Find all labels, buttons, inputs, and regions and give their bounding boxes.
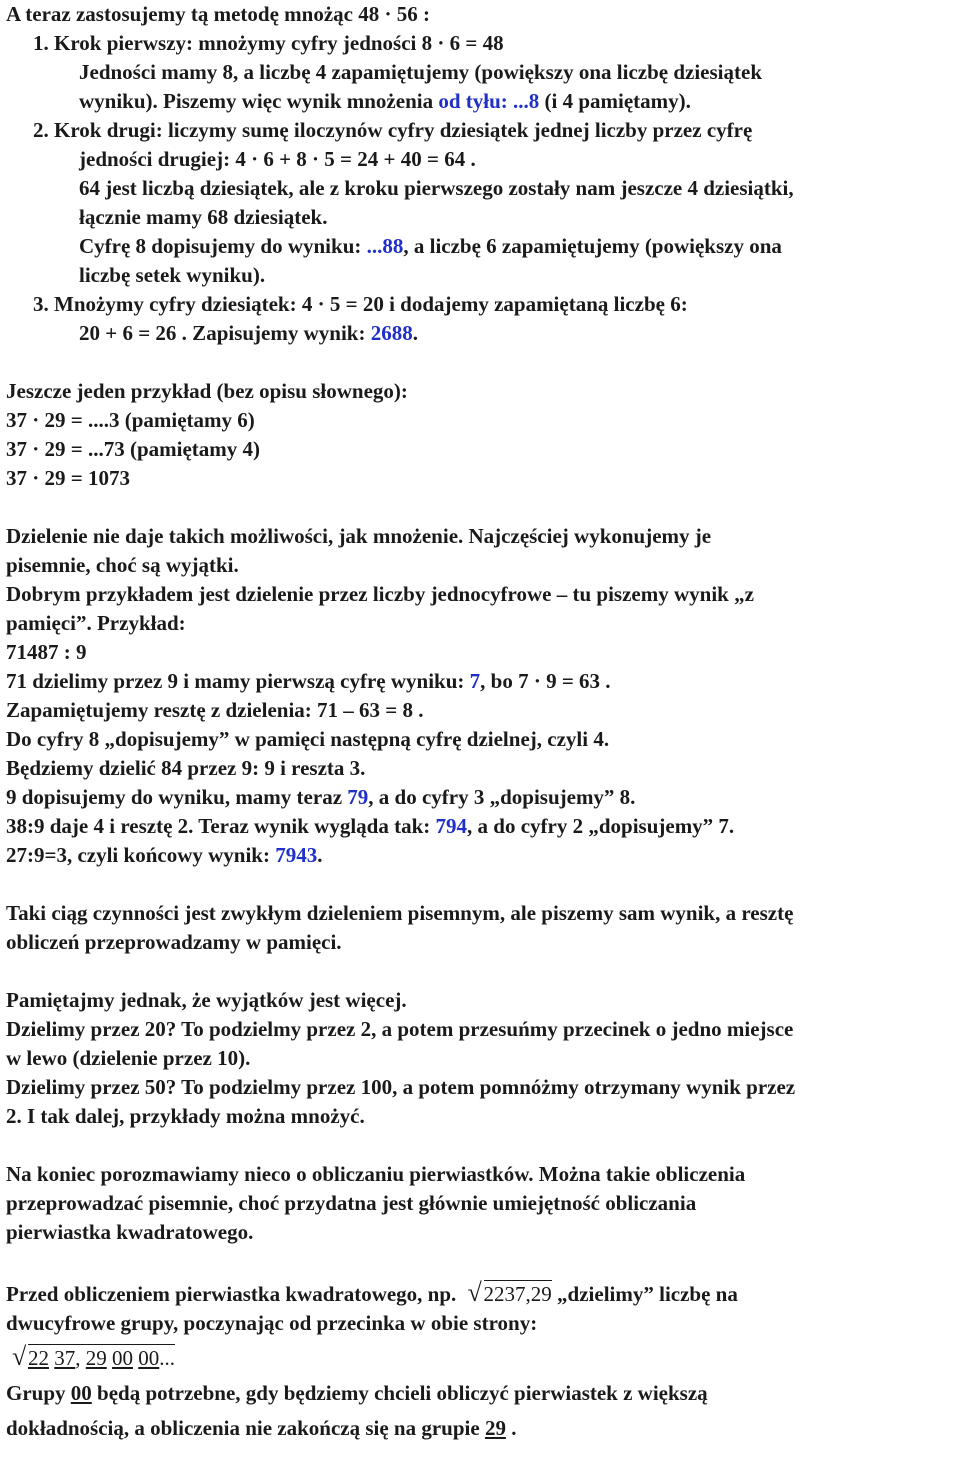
text-span: . — [412, 321, 418, 345]
text-span: Przed obliczeniem pierwiastka kwadratowego, np. — [6, 1282, 457, 1306]
example-line-3: 37 · 29 = 1073 — [6, 466, 130, 490]
exceptions-text-a: Pamiętajmy jednak, że wyjątków jest więcej. — [6, 988, 407, 1012]
text-span: Cyfrę 8 dopisujemy do wyniku: — [79, 234, 367, 258]
ellipsis: ... — [159, 1346, 175, 1370]
text-span: Grupy — [6, 1381, 71, 1405]
example-line-1: 37 · 29 = ....3 (pamiętamy 6) — [6, 408, 255, 432]
division-text-c: Dobrym przykładem jest dzielenie przez liczby jednocyfrowe – tu piszemy wynik „z — [6, 582, 754, 606]
highlight-span: 7 — [469, 669, 481, 693]
document-page — [6, 0, 956, 1443]
division-text-i: Będziemy dzielić 84 przez 9: 9 i reszta 3. — [6, 756, 366, 780]
division-text-d: pamięci”. Przykład: — [6, 611, 186, 635]
step-2-text-e — [6, 232, 956, 261]
division-text-g: Zapamiętujemy resztę z dzielenia: 71 – 63 = 8 . — [6, 698, 424, 722]
comma: , — [75, 1346, 81, 1370]
exceptions-text-b: Dzielimy przez 20? To podzielmy przez 2, a potem przesuńmy przecinek o jedno miejsce — [6, 1017, 794, 1041]
text-span: 38:9 daje 4 i resztę 2. Teraz wynik wygląda tak: — [6, 814, 436, 838]
radicand-groups — [28, 1344, 175, 1370]
step-3-text-b — [6, 319, 956, 348]
intro-line: A teraz zastosujemy tą metodę mnożąc 48 · 56 : — [6, 2, 430, 26]
text-span: , bo 7 · 9 = 63 . — [480, 669, 611, 693]
text-span: (i 4 pamiętamy). — [539, 89, 691, 113]
underlined-group: 00 — [70, 1381, 92, 1405]
exceptions-text-e: 2. I tak dalej, przykłady można mnożyć. — [6, 1104, 365, 1128]
exceptions-text-d: Dzielimy przez 50? To podzielmy przez 100, a potem pomnóżmy otrzymany wynik przez — [6, 1075, 796, 1099]
summary-text-a: Taki ciąg czynności jest zwykłym dzieleniem pisemnym, ale piszemy sam wynik, a resztę — [6, 901, 794, 925]
text-span: 71 dzielimy przez 9 i mamy pierwszą cyfrę wyniku: — [6, 669, 470, 693]
square-root-groups — [12, 1344, 175, 1373]
groups-text-a — [6, 1373, 956, 1408]
group-5: 00 — [138, 1346, 160, 1370]
division-text-f — [6, 667, 956, 696]
radicand: 2237,29 — [483, 1282, 552, 1306]
text-span: , a liczbę 6 zapamiętujemy (powiększy ona — [403, 234, 782, 258]
text-span: „dzielimy” liczbę na — [557, 1282, 738, 1306]
group-3: 29 — [85, 1346, 107, 1370]
spacer — [6, 493, 956, 522]
underlined-group: 29 — [484, 1416, 506, 1440]
exceptions-text-c: w lewo (dzielenie przez 10). — [6, 1046, 251, 1070]
spacer — [6, 1247, 956, 1276]
step-2-text-c: 64 jest liczbą dziesiątek, ale z kroku pierwszego zostały nam jeszcze 4 dziesiątki, — [79, 176, 794, 200]
group-4: 00 — [112, 1346, 133, 1370]
step-3-heading: 3. Mnożymy cyfry dziesiątek: 4 · 5 = 20 i dodajemy zapamiętaną liczbę 6: — [33, 292, 688, 316]
summary-text-b: obliczeń przeprowadzamy w pamięci. — [6, 930, 342, 954]
division-text-a: Dzielenie nie daje takich możliwości, jak mnożenie. Najczęściej wykonujemy je — [6, 524, 712, 548]
roots-text-a: Na koniec porozmawiamy nieco o obliczaniu pierwiastków. Można takie obliczenia — [6, 1162, 746, 1186]
step-1-heading: 1. Krok pierwszy: mnożymy cyfry jedności 8 · 6 = 48 — [33, 31, 504, 55]
step-2-text-b: jedności drugiej: 4 · 6 + 8 · 5 = 24 + 40 = 64 . — [79, 147, 476, 171]
sqrt-text-b: dwucyfrowe grupy, poczynając od przecinka w obie strony: — [6, 1311, 538, 1335]
step-2-heading: 2. Krok drugi: liczymy sumę iloczynów cyfry dziesiątek jednej liczby przez cyfrę — [33, 118, 753, 142]
text-span: 27:9=3, czyli końcowy wynik: — [6, 843, 276, 867]
step-2-text-f: liczbę setek wyniku). — [79, 263, 266, 287]
division-text-h: Do cyfry 8 „dopisujemy” w pamięci następną cyfrę dzielnej, czyli 4. — [6, 727, 610, 751]
highlight-span: od tyłu: ...8 — [438, 89, 540, 113]
example-line-2: 37 · 29 = ...73 (pamiętamy 4) — [6, 437, 261, 461]
radical-sign-icon: √ — [467, 1278, 482, 1307]
division-text-b: pisemnie, choć są wyjątki. — [6, 553, 239, 577]
division-example: 71487 : 9 — [6, 640, 87, 664]
spacer — [6, 870, 956, 899]
spacer — [6, 348, 956, 377]
step-2-text-d: łącznie mamy 68 dziesiątek. — [79, 205, 328, 229]
example-title: Jeszcze jeden przykład (bez opisu słownego): — [6, 379, 408, 403]
text-span: wyniku). Piszemy więc wynik mnożenia — [79, 89, 439, 113]
roots-text-c: pierwiastka kwadratowego. — [6, 1220, 254, 1244]
roots-text-b: przeprowadzać pisemnie, choć przydatna jest głównie umiejętność obliczania — [6, 1191, 697, 1215]
step-1-text-c — [6, 87, 956, 116]
square-root-expression — [468, 1280, 552, 1309]
digit-groups-line — [6, 1338, 956, 1373]
highlight-span: 79 — [347, 785, 369, 809]
text-span: dokładnością, a obliczenia nie zakończą się na grupie — [6, 1416, 485, 1440]
highlight-span: ...88 — [366, 234, 404, 258]
text-span: , a do cyfry 2 „dopisujemy” 7. — [467, 814, 735, 838]
division-text-l — [6, 841, 956, 870]
text-span: . — [505, 1416, 517, 1440]
text-span: . — [317, 843, 323, 867]
text-span: będą potrzebne, gdy będziemy chcieli obliczyć pierwiastek z większą — [91, 1381, 708, 1405]
step-1-text-b: Jedności mamy 8, a liczbę 4 zapamiętujemy (powiększy ona liczbę dziesiątek — [79, 60, 762, 84]
text-span: 9 dopisujemy do wyniku, mamy teraz — [6, 785, 348, 809]
spacer — [6, 1131, 956, 1160]
highlight-span: 794 — [435, 814, 468, 838]
spacer — [6, 957, 956, 986]
text-span: , a do cyfry 3 „dopisujemy” 8. — [368, 785, 636, 809]
division-text-j — [6, 783, 956, 812]
groups-text-b — [6, 1408, 956, 1443]
division-text-k — [6, 812, 956, 841]
text-span: 20 + 6 = 26 . Zapisujemy wynik: — [79, 321, 371, 345]
sqrt-example-line — [6, 1276, 956, 1309]
highlight-span: 2688 — [370, 321, 413, 345]
radical-sign-icon: √ — [12, 1342, 27, 1371]
group-2: 37 — [54, 1346, 76, 1370]
group-1: 22 — [28, 1346, 49, 1370]
highlight-span: 7943 — [275, 843, 318, 867]
